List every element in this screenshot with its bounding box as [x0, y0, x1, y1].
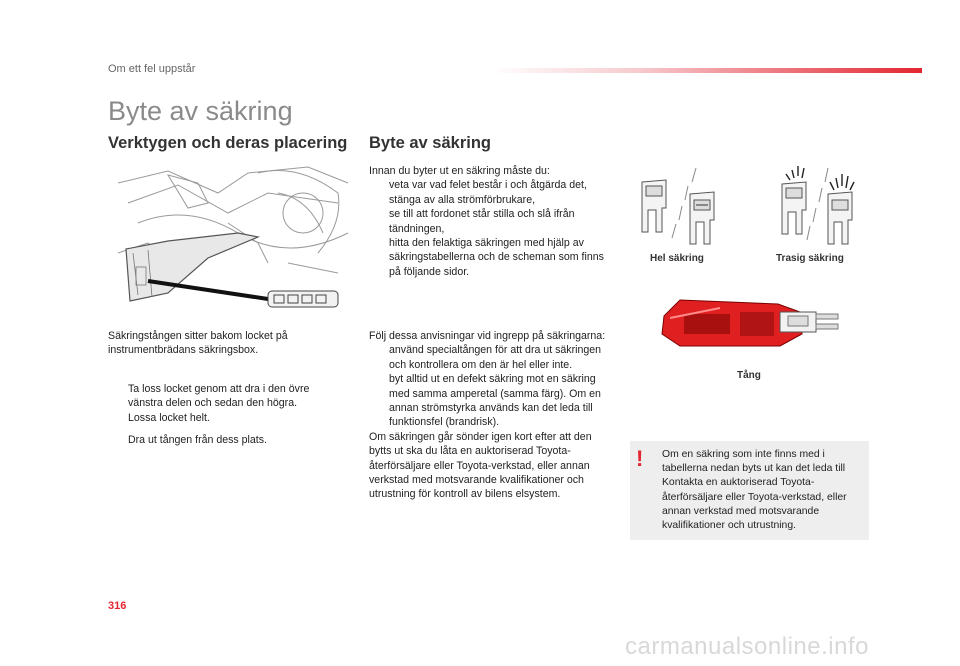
- header-accent-bar: [490, 68, 922, 73]
- list-item: byt alltid ut en defekt säkring mot en säkring med samma amperetal (samma färg). Om en annan strömstyrka används kan det leda till funktionsfel (brandrisk).: [389, 373, 601, 429]
- pull-tool-step: [108, 433, 333, 447]
- before-replacement-block: [369, 164, 607, 279]
- fuse-box-location-illustration: [108, 163, 350, 311]
- list-item: se till att fordonet står stilla och slå ifrån tändningen,: [389, 208, 575, 235]
- page-title: Byte av säkring: [108, 96, 293, 126]
- blown-fuse-caption: Trasig säkring: [776, 253, 844, 264]
- fuse-puller-tool-illustration: [660, 294, 845, 354]
- list-item: hitta den felaktiga säkringen med hjälp av säkringstabellerna och de scheman som finns på följande sidor.: [389, 237, 604, 278]
- list-item: använd specialtången för att dra ut säkringen och kontrollera om den är hel eller inte.: [389, 344, 602, 371]
- instructions-block: [369, 329, 609, 502]
- before-replacement-intro: Innan du byter ut en säkring måste du:: [369, 165, 550, 177]
- intact-fuse-caption: Hel säkring: [650, 253, 704, 264]
- tools-heading: Verktygen och deras placering: [108, 134, 348, 152]
- watermark: carmanualsonline.info: [625, 633, 869, 660]
- list-item: Dra ut tången från dess plats.: [128, 434, 267, 446]
- list-item: veta var vad felet består i och åtgärda det,: [389, 179, 587, 192]
- blown-fuse-illustration: [770, 160, 870, 250]
- list-item: Ta loss locket genom att dra i den övre vänstra delen och sedan den högra.: [128, 383, 310, 410]
- warning-icon: !: [636, 446, 644, 471]
- warning-text: Om en säkring som inte finns med i tabellerna nedan byts ut kan det leda till Kontakta en auktoriserad Toyota-återförsäljare eller Toyota-verkstad, eller annan verkstad med motsvarande kvalifikationer och utrustning.: [662, 449, 847, 532]
- tool-location-text: Säkringstången sitter bakom locket på instrumentbrädans säkringsbox.: [108, 330, 288, 357]
- fuse-replacement-heading: Byte av säkring: [369, 134, 491, 152]
- tool-caption: Tång: [737, 370, 761, 381]
- list-item: Lossa locket helt.: [128, 411, 210, 424]
- instructions-intro: Följ dessa anvisningar vid ingrepp på säkringarna:: [369, 330, 606, 342]
- repeat-failure-note: Om säkringen går sönder igen kort efter att den bytts ut ska du låta en auktoriserad Toyota-återförsäljare eller Toyota-verkstad, eller annan verkstad med motsvarande kvalifikationer och utrustning för kontroll av bilens elsystem.: [369, 430, 592, 501]
- section-header: Om ett fel uppstår: [108, 63, 196, 75]
- list-item: stänga av alla strömförbrukare,: [389, 193, 536, 206]
- page-number: 316: [108, 600, 127, 612]
- cover-removal-steps: [108, 382, 333, 425]
- intact-fuse-illustration: [630, 160, 730, 250]
